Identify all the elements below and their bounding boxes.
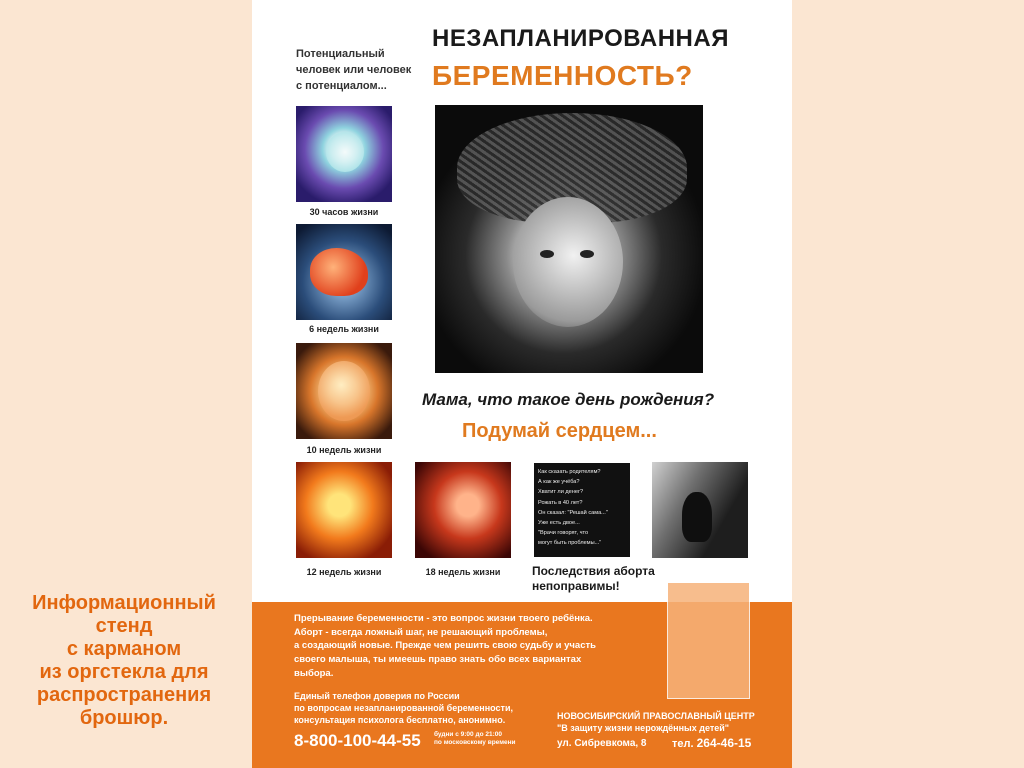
hotline-line: консультация психолога бесплатно, анонимно. — [294, 715, 506, 725]
body-line: выбора. — [294, 667, 334, 679]
poster-think-slogan: Подумай сердцем... — [462, 420, 657, 442]
poster — [252, 0, 792, 768]
side-caption-line: с карманом — [66, 638, 182, 660]
fetus-12-weeks-photo — [296, 462, 392, 558]
quote-line: Уже есть двое... — [538, 520, 580, 527]
fetus-18-weeks-photo — [415, 462, 511, 558]
consequences-line: непоправимы! — [532, 579, 620, 593]
poster-title-line1: НЕЗАПЛАНИРОВАННАЯ — [432, 25, 729, 52]
hotline-line: Единый телефон доверия по России — [294, 691, 460, 701]
quote-line: А как же учёба? — [538, 479, 580, 486]
side-caption — [4, 592, 244, 730]
side-caption-line: из оргстекла для — [39, 661, 209, 683]
poster-title-line2: БЕРЕМЕННОСТЬ? — [432, 60, 693, 91]
stage-caption: 30 часов жизни — [309, 207, 379, 217]
center-line: НОВОСИБИРСКИЙ ПРАВОСЛАВНЫЙ ЦЕНТР — [557, 711, 755, 721]
stage-caption: 18 недель жизни — [425, 567, 501, 577]
hotline-hours — [434, 731, 516, 747]
stage-caption: 12 недель жизни — [306, 567, 382, 577]
child-looking-up-photo — [435, 105, 703, 373]
intro-line: человек или человек — [296, 64, 412, 76]
stage-caption: 6 недель жизни — [309, 324, 379, 334]
intro-line: Потенциальный — [296, 48, 385, 60]
body-line: Аборт - всегда ложный шаг, не решающий проблемы, — [294, 626, 548, 638]
side-caption-line: распространения — [36, 684, 212, 706]
quote-line: Он сказал: "Решай сама..." — [538, 509, 608, 516]
quote-line: Как сказать родителям? — [538, 469, 601, 475]
side-caption-line: стенд — [95, 615, 153, 637]
quote-line: "Врачи говорят, что — [538, 530, 589, 537]
embryo-30-hours-photo — [296, 106, 392, 202]
center-address: ул. Сибревкома, 8 — [557, 738, 647, 749]
center-name — [557, 710, 755, 734]
poster-question: Мама, что такое день рождения? — [422, 390, 715, 409]
sad-woman-photo — [652, 462, 748, 558]
fetus-10-weeks-photo — [296, 343, 392, 439]
center-phone — [672, 736, 751, 750]
consequences-warning — [532, 564, 655, 594]
body-line: а создающий новые. Прежде чем решить свою судьбу и участь — [294, 640, 596, 652]
intro-line: с потенциалом... — [296, 80, 387, 92]
stage-caption: 10 недель жизни — [306, 445, 382, 455]
side-caption-line: Информационный — [32, 592, 216, 614]
quotes-box — [534, 463, 630, 557]
hotline-phone: 8-800-100-44-55 — [294, 731, 421, 750]
quote-line: Рожать в 40 лет? — [538, 499, 583, 506]
embryo-6-weeks-photo — [296, 224, 392, 320]
tel-number: 264-46-15 — [696, 736, 752, 750]
quote-line: могут быть проблемы..." — [538, 540, 602, 547]
consequences-line: Последствия аборта — [532, 564, 655, 578]
side-caption-line: брошюр. — [79, 707, 169, 729]
hotline-info — [294, 690, 534, 726]
body-line: Прерывание беременности - это вопрос жизни твоего ребёнка. — [294, 613, 593, 624]
poster-intro — [296, 46, 436, 94]
quote-line: Хватит ли денег? — [538, 489, 584, 496]
poster-body-text — [294, 612, 654, 681]
body-line: своего малыша, ты имеешь право знать обо всех вариантах — [294, 654, 582, 666]
brochure-pocket — [667, 582, 750, 699]
hotline-line: по вопросам незапланированной беременности, — [294, 703, 513, 713]
hours-line: по московскому времени — [434, 739, 516, 746]
tel-label: тел. — [672, 738, 694, 750]
center-line: "В защиту жизни нерождённых детей" — [557, 723, 730, 733]
hours-line: будни с 9:00 до 21:00 — [434, 731, 502, 738]
